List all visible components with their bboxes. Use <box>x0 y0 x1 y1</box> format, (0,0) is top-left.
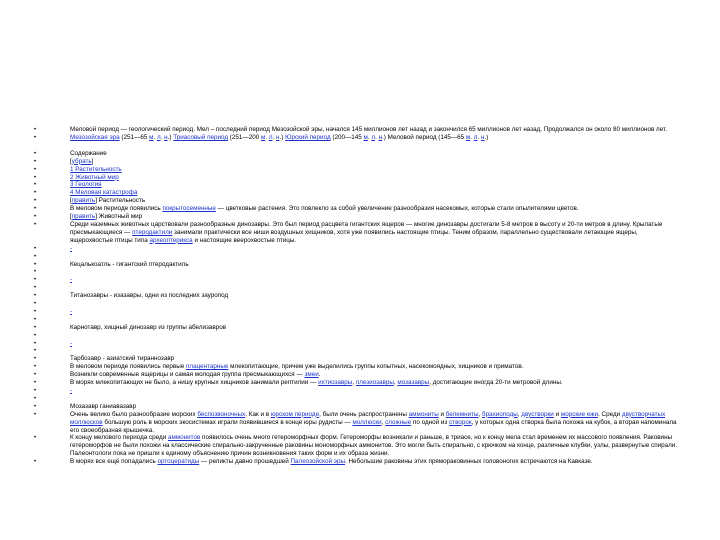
empty-line <box>70 268 72 275</box>
article-link[interactable]: двустворки <box>521 410 554 418</box>
item-text: (251—65 <box>119 133 150 141</box>
article-link[interactable]: мозазавры <box>397 379 430 387</box>
item-text: (200—145 <box>330 133 364 141</box>
item-text: Карнотавр, хищный динозавр из группы абелизавров <box>70 323 227 331</box>
list-item <box>32 403 682 411</box>
list-item <box>32 379 682 387</box>
article-link[interactable]: Палеозойской эры <box>290 458 345 466</box>
article-link[interactable]: н <box>480 133 485 141</box>
list-item <box>32 324 682 332</box>
article-link[interactable]: н <box>164 133 168 141</box>
article-link[interactable]: Юрский период <box>285 133 331 141</box>
item-text: ] Растительность <box>95 197 146 205</box>
article-link[interactable]: 3 Геология <box>70 181 102 189</box>
article-link[interactable]: 4 Меловая катастрофа <box>70 189 138 197</box>
article-link[interactable]: брахиоподы <box>482 410 518 418</box>
list-item <box>32 340 682 348</box>
article-link[interactable]: л <box>268 133 273 141</box>
item-text: , <box>517 410 522 418</box>
list-item <box>32 197 682 205</box>
empty-line <box>70 395 72 402</box>
list-item <box>32 458 682 466</box>
item-text: млекопитающие, причем уже выделились группы копытных, насекомоядных, хищников и приматов. <box>228 363 524 371</box>
list-item <box>32 205 682 213</box>
article-link[interactable]: - <box>70 307 73 315</box>
empty-line <box>70 300 72 307</box>
article-link[interactable]: л <box>371 133 376 141</box>
item-text: . <box>318 371 321 379</box>
article-link[interactable]: змеи <box>304 371 319 379</box>
item-text: . <box>470 133 474 141</box>
article-link[interactable]: Мезозойская эра <box>70 133 120 141</box>
list-item <box>32 158 682 166</box>
item-text: Титанозавры - изазавры, одни из последних зауропод <box>70 292 229 300</box>
empty-line <box>70 347 72 354</box>
bullet-icon <box>32 434 38 443</box>
item-text: .) <box>279 133 286 141</box>
item-text: ] Животный мир <box>95 213 143 221</box>
article-link[interactable]: плацентарные <box>186 363 229 371</box>
item-text: , <box>381 418 386 426</box>
list-item <box>32 434 682 458</box>
item-text: К концу мелового периода среди <box>70 434 168 442</box>
article-link[interactable]: - <box>70 244 73 252</box>
item-text: . <box>160 133 165 141</box>
list-item <box>32 189 682 197</box>
article-link[interactable]: - <box>70 339 73 347</box>
item-text: и настоящие веерохвостые птицы. <box>192 236 297 244</box>
article-link[interactable]: аммонитов <box>167 434 201 442</box>
article-link[interactable]: беспозвоночных <box>197 410 246 418</box>
article-link[interactable]: аммониты <box>408 410 439 418</box>
item-text: и <box>553 410 561 418</box>
item-text: Кецалькоатль - гигантский птеродактиль <box>70 260 189 268</box>
item-text: . Среди <box>598 410 622 418</box>
list-item <box>32 245 682 253</box>
article-link[interactable]: м <box>260 133 266 141</box>
item-text: Меловой период — геологический период. Мел – последний период Мезозойской эры, начался 145 миллионов лет назад и закончился 65 миллионов лет назад. Продолжался он около 80 миллионов лет. <box>70 126 667 133</box>
article-link[interactable]: плезиозавры <box>355 379 394 387</box>
item-text: [ <box>70 213 72 221</box>
list-item <box>32 213 682 221</box>
list-item <box>32 276 682 284</box>
article-link[interactable]: л <box>473 133 478 141</box>
article-link[interactable]: 1 Растительность <box>70 165 122 173</box>
list-item <box>32 261 682 269</box>
article-link[interactable]: - <box>70 276 73 284</box>
article-link[interactable]: м <box>149 133 154 141</box>
item-text: [ <box>70 157 72 165</box>
article-link[interactable]: юрском периоде <box>270 410 320 418</box>
item-text: . <box>477 133 481 141</box>
item-text: большую роль в морских экосистемах играли появившиеся в конце юры рудисты — <box>102 418 353 426</box>
article-link[interactable]: сложные <box>385 418 412 426</box>
item-text: .) Меловой период (145—65 <box>382 133 466 141</box>
list-item <box>32 292 682 300</box>
article-link[interactable]: двустворчатых моллюсков <box>70 410 666 426</box>
item-text: . <box>272 133 276 141</box>
article-link[interactable]: н <box>276 133 280 141</box>
item-text: ] <box>91 157 94 165</box>
article-link[interactable]: моллюски <box>352 418 382 426</box>
article-link[interactable]: править <box>71 213 96 221</box>
item-text: . <box>375 133 379 141</box>
item-text: Среди наземных животных царствовали разнообразные динозавры. Это был период расцвета гигантских ящеров — многие динозавры достигали 5-8 метров в высоту и 20-ти метров в длину. Крылатые пресмыкающиеся — <box>70 220 663 236</box>
article-link[interactable]: м <box>363 133 368 141</box>
item-text: . <box>367 133 372 141</box>
article-link[interactable]: створок <box>449 418 472 426</box>
article-link[interactable]: ихтиозавры <box>318 379 353 387</box>
list-item <box>32 174 682 182</box>
item-text: .) <box>484 133 489 141</box>
article-link[interactable]: покрытосеменные <box>162 205 216 213</box>
article-link[interactable]: птеродактили <box>132 228 173 236</box>
article-link[interactable]: л <box>156 133 161 141</box>
item-text: . <box>153 133 157 141</box>
article-link[interactable]: Триасовый период <box>173 133 229 141</box>
item-text: , <box>352 379 356 387</box>
bullet-icon <box>32 458 38 467</box>
list-item <box>32 363 682 371</box>
item-text: появилось очень много гетероморфных форм. Гетероморфы возникали и раньше, в триасе, но к концу мела стал временем их массового появления. Раковины гетероморфов не были похожи на классические спирально-закрученные раковины мономорфных аммонитов. Это могли быть спирально, с крючком на конце, различные клубки, узлы, развернутые спирали. Палеонтологи пока не пришли к единому объяснению причин возникновения таких форм и их образа жизни. <box>70 434 678 458</box>
list-item <box>32 181 682 189</box>
list-item <box>32 300 682 308</box>
list-item <box>32 395 682 403</box>
list-item <box>32 308 682 316</box>
list-item <box>32 268 682 276</box>
list-item <box>32 150 682 158</box>
item-text: . Как и в <box>245 410 271 418</box>
empty-line <box>70 332 72 339</box>
item-text: (251—200 <box>228 133 261 141</box>
item-text: Тарбозавр - азиатский тираннозавр <box>70 355 175 363</box>
list-item <box>32 253 682 261</box>
item-text: , <box>393 379 398 387</box>
list-item <box>32 126 682 134</box>
article-link[interactable]: ортоцератиды <box>157 458 200 466</box>
item-text: — цветковые растения. Это повлекло за собой увеличение разнообразия насекомых, которые стали опылителями цветов. <box>215 205 579 213</box>
list-item <box>32 332 682 340</box>
item-text: . Небольшие раковины этих прямораковинных головоногих встречаются на Кавказе. <box>345 458 593 466</box>
item-text: , были очень распространены <box>319 410 409 418</box>
article-link[interactable]: н <box>378 133 383 141</box>
article-link[interactable]: убрать <box>71 157 92 165</box>
item-text: , <box>478 410 483 418</box>
item-text: и <box>438 410 446 418</box>
list-item <box>32 387 682 395</box>
item-text: В меловом периоде появились первые <box>70 363 186 371</box>
article-link[interactable]: м <box>465 133 471 141</box>
list-item <box>32 355 682 363</box>
empty-line <box>70 316 72 323</box>
article-link[interactable]: - <box>70 387 73 394</box>
list-item <box>32 284 682 292</box>
list-item <box>32 371 682 379</box>
bullet-icon <box>32 411 38 420</box>
article-link[interactable]: археоптерикса <box>149 236 193 244</box>
item-text: Очень велико было разнообразие морских <box>70 410 198 418</box>
list-item <box>32 316 682 324</box>
list-item <box>32 134 682 142</box>
empty-line <box>70 284 72 291</box>
item-text: по одной из <box>411 418 450 426</box>
item-text: Содержание <box>70 149 107 157</box>
item-text: , достигающие иногда 20-ти метровой длины. <box>429 379 563 387</box>
spacer <box>32 142 682 150</box>
list-item <box>32 166 682 174</box>
item-text: . <box>265 133 269 141</box>
item-text: занимали практически все ниши воздушных хищников, хотя уже появились настоящие птицы. Теним образом, параллельно существовали летающие ящеры, ящерохвостые птицы типа <box>70 228 638 244</box>
list-item <box>32 221 682 245</box>
item-text: .) <box>167 133 174 141</box>
item-text: — реликты давно прошедшей <box>199 458 291 466</box>
bullet-icon <box>32 221 38 230</box>
list-item <box>32 411 682 435</box>
item-text: [ <box>70 197 72 205</box>
article-link[interactable]: белемниты <box>445 410 479 418</box>
item-text: , у которых одна створка была похожа на кубок, а вторая напоминала его своеобразная крышечка. <box>70 418 677 434</box>
article-link[interactable]: править <box>71 197 96 205</box>
article-link[interactable]: морские ежи <box>560 410 599 418</box>
item-text: В меловом периоде появились <box>70 205 163 213</box>
item-text: В морях млекопитающих не было, а нишу крупных хищников занимали рептилии — <box>70 379 319 387</box>
item-text: Возникли современные ящерицы и самая молодая группа пресмыкающихся — <box>70 371 305 379</box>
item-text: В морях все ещё попадались <box>70 458 158 466</box>
article-list <box>32 126 682 466</box>
item-text: Мозазавр ганиавазавр <box>70 402 137 410</box>
article-link[interactable]: 2 Животный мир <box>70 173 119 181</box>
empty-line <box>70 253 72 260</box>
